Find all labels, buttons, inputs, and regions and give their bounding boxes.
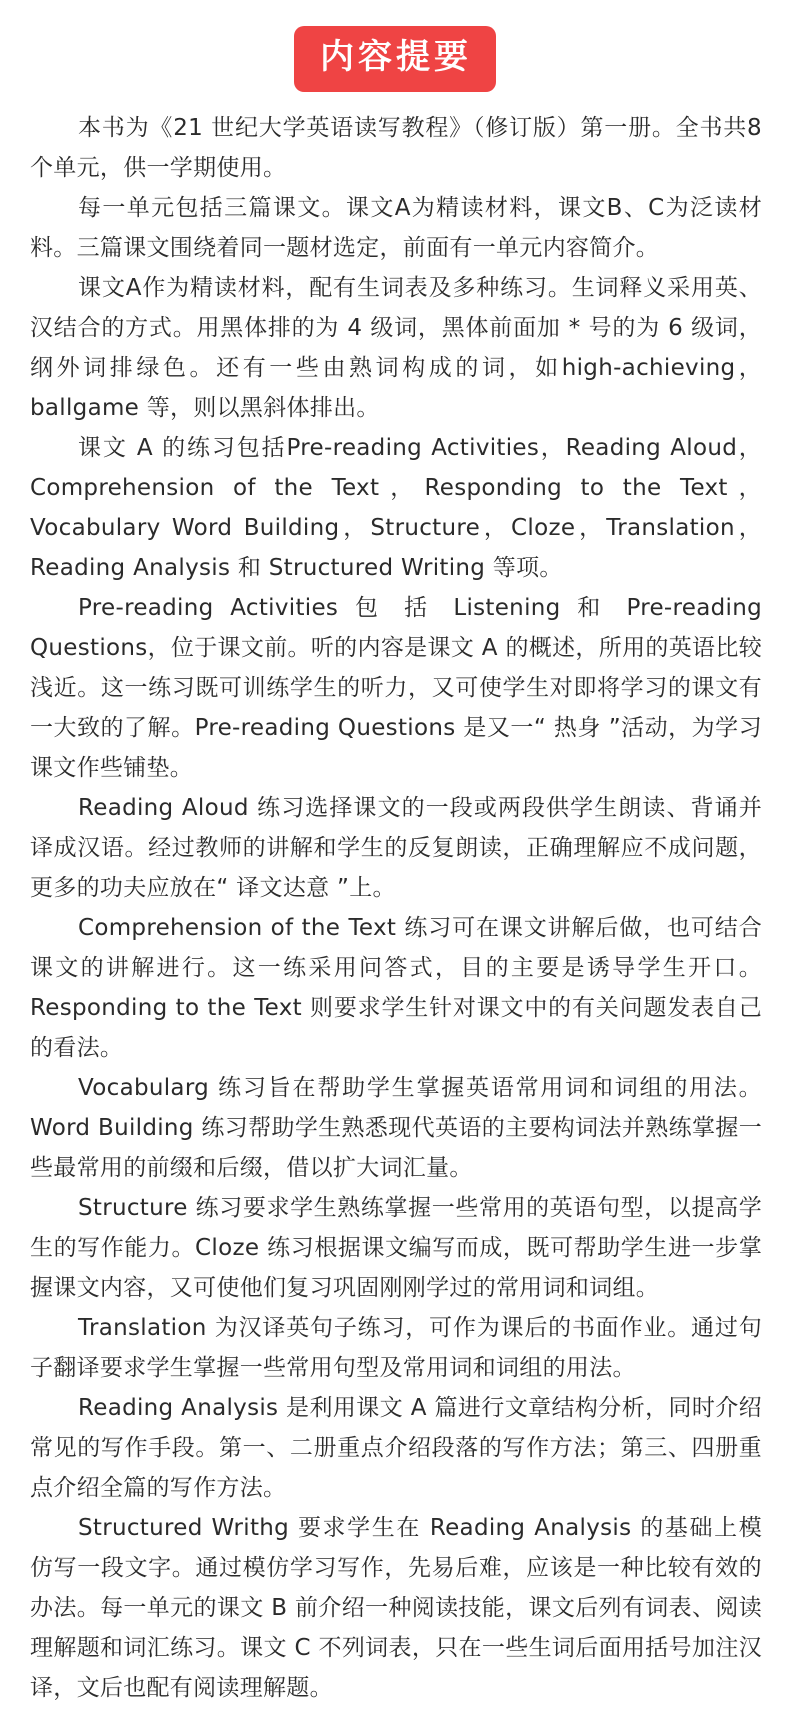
page-title: 内容提要 — [294, 26, 496, 92]
paragraph-structure-cloze: Structure 练习要求学生熟练掌握一些常用的英语句型，以提高学生的写作能力。Cloze 练习根据课文编写而成，既可帮助学生进一步掌握课文内容，又可使他们复习巩固刚刚学过的常用词和词组。 — [30, 1195, 762, 1301]
paragraph-reading-aloud: Reading Aloud 练习选择课文的一段或两段供学生朗读、背诵并译成汉语。经过教师的讲解和学生的反复朗读，正确理解应不成问题，更多的功夫应放在“ 译文达意 ”上。 — [30, 795, 762, 901]
paragraph-unit-structure: 每一单元包括三篇课文。课文A为精读材料，课文B、C为泛读材料。三篇课文围绕着同一题材选定，前面有一单元内容简介。 — [30, 195, 762, 261]
paragraph-translation: Translation 为汉译英句子练习，可作为课后的书面作业。通过句子翻译要求学生掌握一些常用句型及常用词和词组的用法。 — [30, 1315, 762, 1381]
paragraph-structured-writing: Structured Writhg 要求学生在 Reading Analysis 的基础上模仿写一段文字。通过模仿学习写作，先易后难，应该是一种比较有效的办法。每一单元的课文 B 前介绍一种阅读技能，课文后列有词表、阅读理解题和词汇练习。课文 C 不列词表，只在一些生词后面用括号加注汉译，文后也配有阅读理解题。 — [30, 1515, 762, 1701]
paragraph-book-overview: 本书为《21 世纪大学英语读写教程》（修订版）第一册。全书共8个单元，供一学期使用。 — [30, 115, 762, 181]
paragraph-text-a: 课文A作为精读材料，配有生词表及多种练习。生词释义采用英、汉结合的方式。用黑体排的为 4 级词，黑体前面加 * 号的为 6 级词，纲外词排绿色。还有一些由熟词构成的词，如high-achieving，ballgame 等，则以黑斜体排出。 — [30, 275, 762, 421]
paragraph-pre-reading: Pre-reading Activities 包 括 Listening 和 Pre-reading Questions，位于课文前。听的内容是课文 A 的概述，所用的英语比较浅近。这一练习既可训练学生的听力，又可使学生对即将学习的课文有一大致的了解。Pre-reading Questions 是又一“ 热身 ”活动，为学习课文作些铺垫。 — [30, 595, 762, 781]
summary-body — [30, 108, 762, 1708]
paragraph-comprehension: Comprehension of the Text 练习可在课文讲解后做，也可结合课文的讲解进行。这一练采用问答式，目的主要是诱导学生开口。Responding to the Text 则要求学生针对课文中的有关问题发表自己的看法。 — [30, 915, 762, 1061]
title-area — [0, 26, 790, 92]
paragraph-exercise-list: 课文 A 的练习包括Pre-reading Activities，Reading Aloud，Comprehension of the Text，Responding to the Text，Vocabulary Word Building，Structure，Cloze，Translation，Reading Analysis 和 Structured Writing 等项。 — [30, 435, 762, 581]
paragraph-vocabulary: Vocabularg 练习旨在帮助学生掌握英语常用词和词组的用法。Word Building 练习帮助学生熟悉现代英语的主要构词法并熟练掌握一些最常用的前缀和后缀，借以扩大词汇量。 — [30, 1075, 762, 1181]
paragraph-reading-analysis: Reading Analysis 是利用课文 A 篇进行文章结构分析，同时介绍常见的写作手段。第一、二册重点介绍段落的写作方法；第三、四册重点介绍全篇的写作方法。 — [30, 1395, 762, 1501]
